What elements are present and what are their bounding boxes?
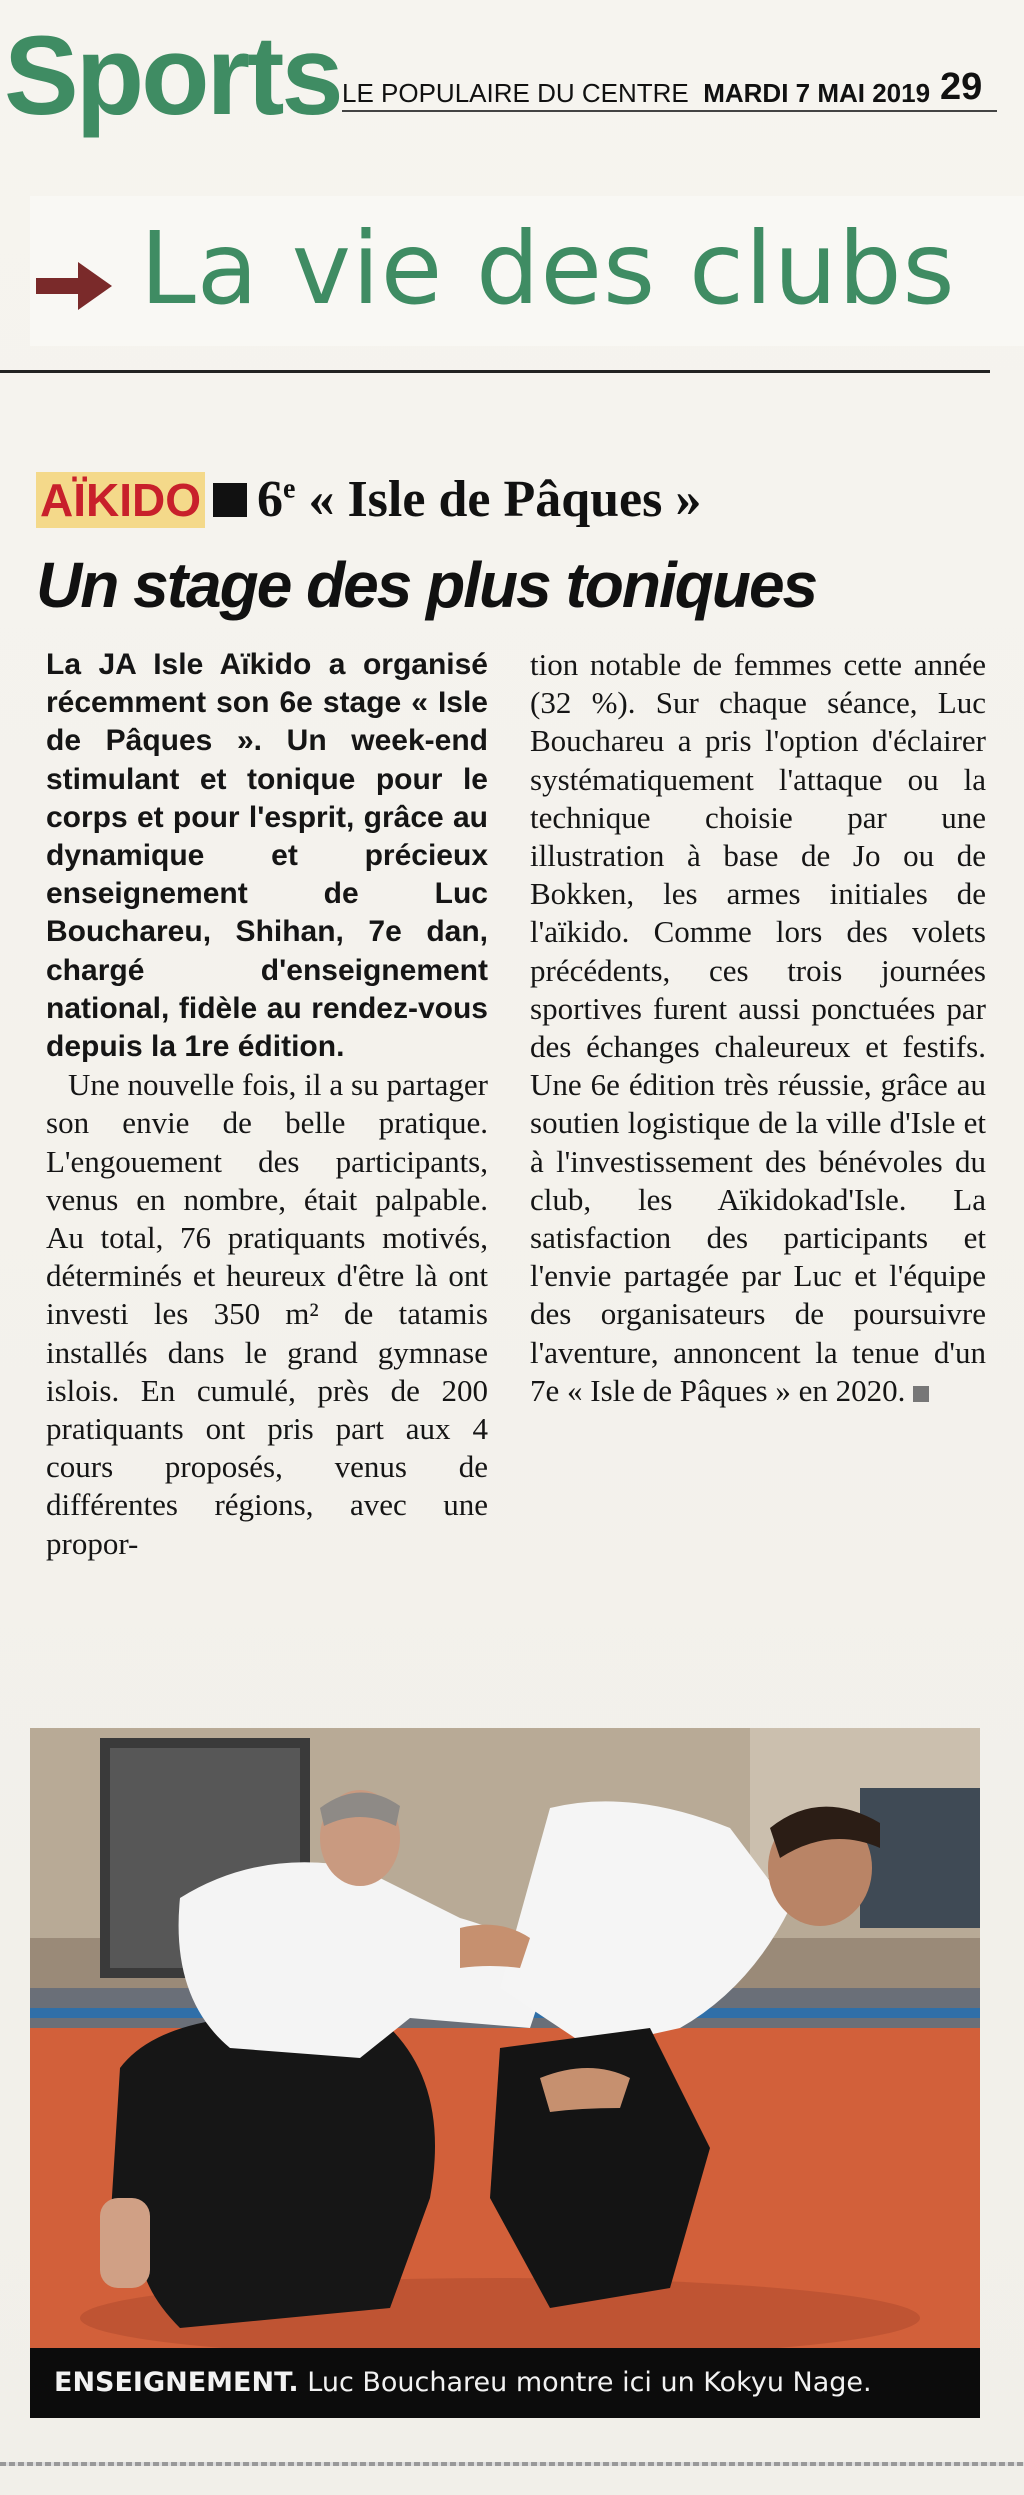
article-column-left	[46, 646, 488, 1563]
kicker-tag: AÏKIDO	[36, 472, 205, 528]
article-paragraph	[530, 646, 986, 1410]
header-divider	[342, 110, 997, 112]
caption-text: Luc Bouchareu montre ici un Kokyu Nage.	[307, 2367, 872, 2398]
arrow-right-icon	[34, 258, 114, 314]
page-number: 29	[940, 66, 983, 108]
issue-date: MARDI 7 MAI 2019	[703, 78, 931, 108]
bottom-border	[0, 2462, 1024, 2466]
kicker-sup: e	[283, 473, 296, 505]
square-bullet-icon	[213, 483, 247, 517]
article-paragraph: Une nouvelle fois, il a su partager son envie de belle pratique. L'engouement des participants, venus en nombre, était palpable. Au total, 76 pratiquants motivés, déterminés et heureux d'être là ont investi les 350 m² de tatamis installés dans le grand gymnase islois. En cumulé, près de 200 pratiquants ont pris part aux 4 cours proposés, venus de différentes régions, avec une propor-	[46, 1067, 488, 1561]
article-lead: La JA Isle Aïkido a organisé récemment son 6e stage « Isle de Pâques ». Un week-end stimulant et tonique pour le corps et pour l'esprit, grâce au dynamique et précieux enseignement de Luc Bouchareu, Shihan, 7e dan, chargé d'enseignement national, fidèle au rendez-vous depuis la 1re édition.	[46, 648, 488, 1064]
newspaper-line	[342, 78, 930, 109]
newspaper-name: LE POPULAIRE DU CENTRE	[342, 78, 689, 108]
article-paragraph-text: tion notable de femmes cette année (32 %). Sur chaque séance, Luc Bouchareu a pris l'option d'éclairer systématiquement l'attaque ou la technique choisie par une illustration à base de Jo ou de Bokken, les armes initiales de l'aïkido. Comme lors des volets précédents, ces trois journées sportives furent aussi ponctuées par des échanges chaleureux et festifs. Une 6e édition très réussie, grâce au soutien logistique de la ville d'Isle et à l'investissement des bénévoles du club, les Aïkidokad'Isle. La satisfaction des participants et l'envie partagée par Luc et l'équipe des organisateurs de poursuivre l'aventure, annoncent la tenue d'un 7e « Isle de Pâques » en 2020.	[530, 647, 986, 1408]
rubric-title: La vie des clubs	[140, 210, 956, 327]
end-mark-icon	[913, 1386, 929, 1402]
kicker-title	[257, 470, 701, 529]
kicker-number: 6	[257, 471, 283, 528]
article-column-right	[530, 646, 986, 1410]
caption-label: ENSEIGNEMENT.	[54, 2367, 299, 2398]
photo-caption	[30, 2348, 980, 2418]
section-title: Sports	[4, 13, 341, 138]
aikido-photo-illustration	[30, 1728, 980, 2348]
kicker-title-text: « Isle de Pâques »	[308, 471, 702, 528]
article-kicker	[36, 470, 701, 528]
article-photo	[30, 1728, 980, 2348]
rubric-divider	[0, 370, 990, 373]
article-headline: Un stage des plus toniques	[36, 549, 817, 621]
